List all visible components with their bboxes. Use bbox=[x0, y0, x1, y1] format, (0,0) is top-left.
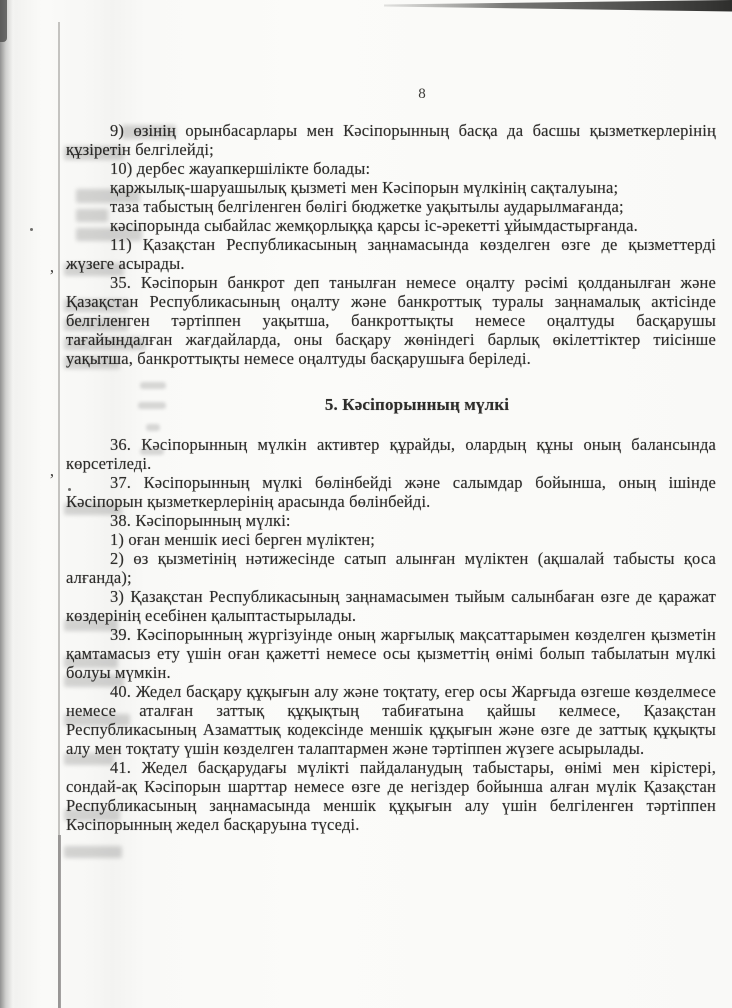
document-body bbox=[66, 121, 716, 834]
page-number: 8 bbox=[418, 86, 426, 102]
list-item-9: 9) өзінің орынбасарлары мен Кәсіпорынның басқа да басшы қызметкерлерінің құзіретін белгілейді; bbox=[66, 121, 716, 159]
clause-38: 38. Кәсіпорынның мүлкі: bbox=[110, 511, 291, 530]
toner-smudge bbox=[64, 846, 122, 858]
stray-mark: ‚ bbox=[49, 461, 55, 480]
sub-clause-2: 2) өз қызметінің нәтижесінде сатып алынған мүліктен (ақшалай табысты қоса алғанда); bbox=[66, 549, 716, 587]
sub-item-net-income: таза табыстың белгіленген бөлігі бюджетке уақытылы аударылмағанда; bbox=[110, 197, 624, 216]
sub-item-finance: қаржылық-шаруашылық қызметі мен Кәсіпорын мүлкінің сақталуына; bbox=[110, 178, 619, 197]
clause-35: 35. Кәсіпорын банкрот деп танылған немесе оңалту рәсімі қолданылған және Қазақстан Республикасының оңалту және банкроттық туралы заңнамалық актісінде белгіленген тәртіппен уақытша, банкроттықты немесе оңалтуды басқарушы тағайындалған жағдайларда, оны басқару жөніндегі барлық өкілеттіктер тиісінше уақытша, банкроттықты немесе оңалтуды басқарушыға беріледі. bbox=[66, 273, 716, 368]
scanner-top-edge-artifact bbox=[0, 0, 732, 14]
clause-37: 37. Кәсіпорынның мүлкі бөлінбейді және салымдар бойынша, оның ішінде Кәсіпорын қызметкерлерінің арасында бөлінбейді. bbox=[66, 473, 716, 511]
clause-39: 39. Кәсіпорынның жүргізуінде оның жарғылық мақсаттарымен көзделген қызметін қамтамасыз ету үшін оған қажетті немесе осы қызметтің өнімі болып табылатын мүлкі болуы мүмкін. bbox=[66, 625, 716, 682]
clause-36: 36. Кәсіпорынның мүлкін активтер құрайды, олардың құны оның балансында көрсетіледі. bbox=[66, 435, 716, 473]
clause-40: 40. Жедел басқару құқығын алу және тоқтату, егер осы Жарғыда өзгеше көзделмесе немесе аталған заттық құқықтың табиғатына қайшы келмесе, Қазақстан Республикасының Азаматтық кодексінде меншік құқығын және өзге де заттық құқықты алу мен тоқтату үшін көзделген талаптармен және тәртіппен жүзеге асырылады. bbox=[66, 682, 716, 758]
clause-41: 41. Жедел басқарудағы мүлікті пайдаланудың табыстары, өнімі мен кірістері, сондай-ақ Кәсіпорын шарттар немесе өзге де негіздер бойынша алған мүлік Қазақстан Республикасының заңнамасында меншік құқығын алу үшін белгіленген тәртіппен Кәсіпорынның жедел басқаруына түседі. bbox=[66, 758, 716, 834]
page-edge-shadow bbox=[0, 0, 13, 1008]
stray-dot bbox=[30, 228, 33, 231]
list-item-11: 11) Қазақстан Республикасының заңнамасында көзделген өзге де қызметтерді жүзеге асырады. bbox=[66, 235, 716, 273]
stray-mark: ‚ bbox=[49, 257, 55, 276]
sub-item-anticorruption: кәсіпорында сыбайлас жемқорлыққа қарсы іс-әрекетті ұйымдастырғанда. bbox=[110, 216, 638, 235]
page-edge-corner-artifact bbox=[0, 0, 7, 42]
list-item-10: 10) дербес жауапкершілікте болады: bbox=[110, 159, 371, 178]
sub-clause-1: 1) оған меншік иесі берген мүліктен; bbox=[110, 530, 376, 549]
page-fold-line-lower bbox=[58, 835, 61, 1008]
sub-clause-3: 3) Қазақстан Республикасының заңнамасымен тыйым салынбаған өзге де қаражат көздерінің есебінен қалыптастырылады. bbox=[66, 587, 716, 625]
section-5-heading: 5. Кәсіпорынның мүлкі bbox=[324, 395, 510, 414]
